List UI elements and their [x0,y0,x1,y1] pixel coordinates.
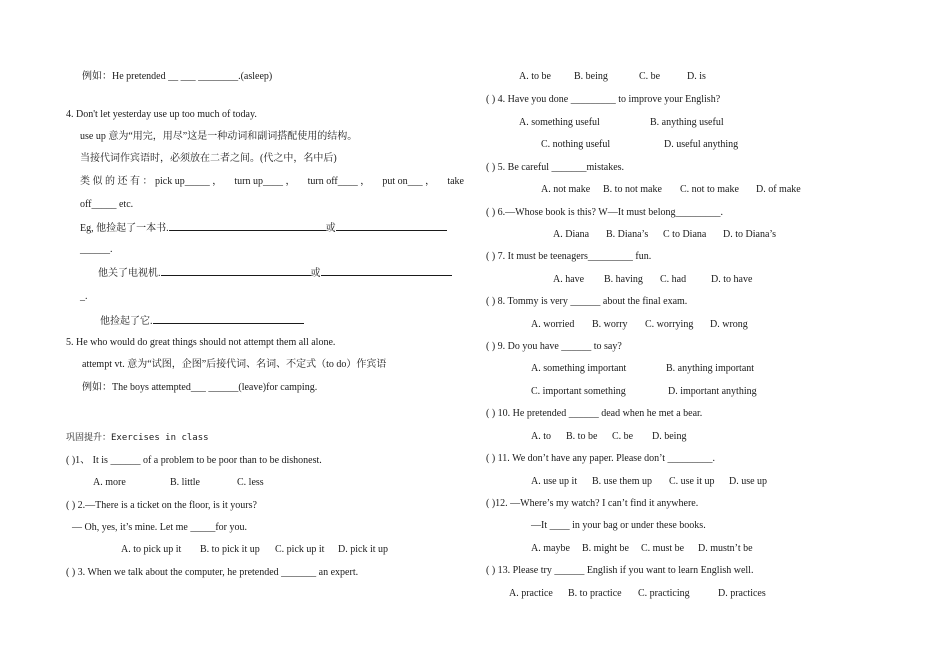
similar-phrase: turn up____ ， [234,176,296,187]
question-11-option-a[interactable]: A. use up it [531,476,578,487]
question-4-option-a[interactable]: A. something useful [519,117,600,128]
item4-title: 4. Don't let yesterday use up too much of today. [66,109,257,120]
question-7-option-b[interactable]: B. having [604,274,643,285]
question-13-option-c[interactable]: C. practicing [638,588,690,599]
question-11-option-b[interactable]: B. use them up [592,476,652,487]
question-1-option-c[interactable]: C. less [237,477,264,488]
question-13-option-d[interactable]: D. practices [718,588,766,599]
question-6-option-a[interactable]: A. Diana [553,229,590,240]
question-6-option-b[interactable]: B. Diana’s [606,229,649,240]
question-8-stem: ( ) 8. Tommy is very ______ about the final exam. [486,296,688,307]
question-10-option-d[interactable]: D. being [652,431,687,442]
question-9-option-c[interactable]: C. important something [531,386,626,397]
question-8-option-c[interactable]: C. worrying [645,319,694,330]
eg2-line [98,266,452,280]
similar-phrase: take [447,176,464,187]
question-5-stem: ( ) 5. Be careful _______mistakes. [486,162,625,173]
question-10-option-c[interactable]: C. be [612,431,634,442]
question-8-option-a[interactable]: A. worried [531,319,575,330]
question-10-option-b[interactable]: B. to be [566,431,598,442]
question-9-option-a[interactable]: A. something important [531,363,627,374]
question-12-option-c[interactable]: C. must be [641,543,685,554]
item4-explanation-2: 当接代词作宾语时，必须放在二者之间。(代之中，名中后) [80,153,337,164]
question-4-option-b[interactable]: B. anything useful [650,117,724,128]
eg1-end: ______. [80,244,113,255]
example-asleep: 例如：He pretended __ ___ ________.(asleep) [82,71,273,82]
question-1-option-a[interactable]: A. more [93,477,126,488]
question-4-option-c[interactable]: C. nothing useful [541,139,611,150]
question-13-stem: ( ) 13. Please try ______ English if you want to learn English well. [486,565,754,576]
question-8-option-d[interactable]: D. wrong [710,319,748,330]
item4-similar-end: off_____ etc. [80,199,134,210]
answer-blank[interactable] [321,266,452,276]
question-7-stem: ( ) 7. It must be teenagers_________ fun. [486,251,652,262]
question-3-option-a[interactable]: A. to be [519,71,551,82]
question-4-stem: ( ) 4. Have you done _________ to improve your English? [486,94,721,105]
question-3-stem: ( ) 3. When we talk about the computer, he pretended _______ an expert. [66,567,359,578]
exercises-section-title: 巩固提升：Exercises in class [66,433,209,443]
answer-blank[interactable] [161,266,311,276]
question-12-option-d[interactable]: D. mustn’t be [698,543,753,554]
question-12-reply: —It ____ in your bag or under these books. [531,520,706,531]
answer-blank[interactable] [336,221,447,231]
similar-phrase: turn off____ ， [307,176,371,187]
question-1-option-b[interactable]: B. little [170,477,200,488]
question-10-option-a[interactable]: A. to [531,431,551,442]
question-2-option-b[interactable]: B. to pick it up [200,544,260,555]
question-6-option-c[interactable]: C to Diana [663,229,707,240]
eg2-prompt: 他关了电视机. [98,268,161,279]
question-5-option-c[interactable]: C. not to make [680,184,739,195]
eg1-prompt: Eg, 他捡起了一本书. [80,223,169,234]
item5-example: 例如：The boys attempted___ ______(leave)for camping. [82,382,318,393]
question-7-option-a[interactable]: A. have [553,274,585,285]
question-3-option-b[interactable]: B. being [574,71,608,82]
eg2-or: 或 [310,268,321,279]
question-7-option-c[interactable]: C. had [660,274,687,285]
question-2-option-a[interactable]: A. to pick up it [121,544,182,555]
item5-title: 5. He who would do great things should not attempt them all alone. [66,337,336,348]
item5-explanation: attempt vt. 意为“试图，企图”后接代词、名词、不定式（to do）作宾语 [82,359,387,370]
question-9-option-d[interactable]: D. important anything [668,386,757,397]
question-5-option-b[interactable]: B. to not make [603,184,662,195]
question-2-stem: ( ) 2.—There is a ticket on the floor, is it yours? [66,500,257,511]
question-12-option-b[interactable]: B. might be [582,543,629,554]
answer-blank[interactable] [169,221,326,231]
question-3-option-d[interactable]: D. is [687,71,706,82]
answer-blank[interactable] [153,314,304,324]
question-11-option-c[interactable]: C. use it up [669,476,715,487]
question-5-option-a[interactable]: A. not make [541,184,591,195]
item4-explanation-1: use up 意为“用完，用尽”这是一种动词和副词搭配使用的结构。 [80,131,358,142]
eg3-prompt: 他捡起了它. [100,316,153,327]
question-2-option-c[interactable]: C. pick up it [275,544,325,555]
question-2-option-d[interactable]: D. pick it up [338,544,388,555]
question-8-option-b[interactable]: B. worry [592,319,628,330]
question-11-stem: ( ) 11. We don’t have any paper. Please don’t _________. [486,453,716,464]
similar-phrase: 类 似 的 还 有 ： pick up_____ ， [80,176,223,187]
question-3-option-c[interactable]: C. be [639,71,661,82]
question-6-stem: ( ) 6.—Whose book is this? W—It must belong_________. [486,207,724,218]
question-4-option-d[interactable]: D. useful anything [664,139,739,150]
eg1-or: 或 [325,223,336,234]
eg3-line [100,314,304,328]
similar-phrase: put on___ ， [382,176,436,187]
eg2-end: _. [80,291,88,302]
question-10-stem: ( ) 10. He pretended ______ dead when he met a bear. [486,408,703,419]
question-6-option-d[interactable]: D. to Diana’s [723,229,777,240]
question-7-option-d[interactable]: D. to have [711,274,753,285]
question-5-option-d[interactable]: D. of make [756,184,801,195]
question-12-option-a[interactable]: A. maybe [531,543,570,554]
question-11-option-d[interactable]: D. use up [729,476,768,487]
question-1-stem: ( )1、 It is ______ of a problem to be poor than to be dishonest. [66,455,322,466]
eg1-line [80,221,447,235]
question-12-stem: ( )12. —Where’s my watch? I can’t find it anywhere. [486,498,699,509]
question-13-option-a[interactable]: A. practice [509,588,553,599]
question-9-option-b[interactable]: B. anything important [666,363,755,374]
question-13-option-b[interactable]: B. to practice [568,588,622,599]
question-2-reply: — Oh, yes, it’s mine. Let me _____for you. [72,522,247,533]
question-9-stem: ( ) 9. Do you have ______ to say? [486,341,622,352]
item4-similar-phrases [80,175,464,188]
